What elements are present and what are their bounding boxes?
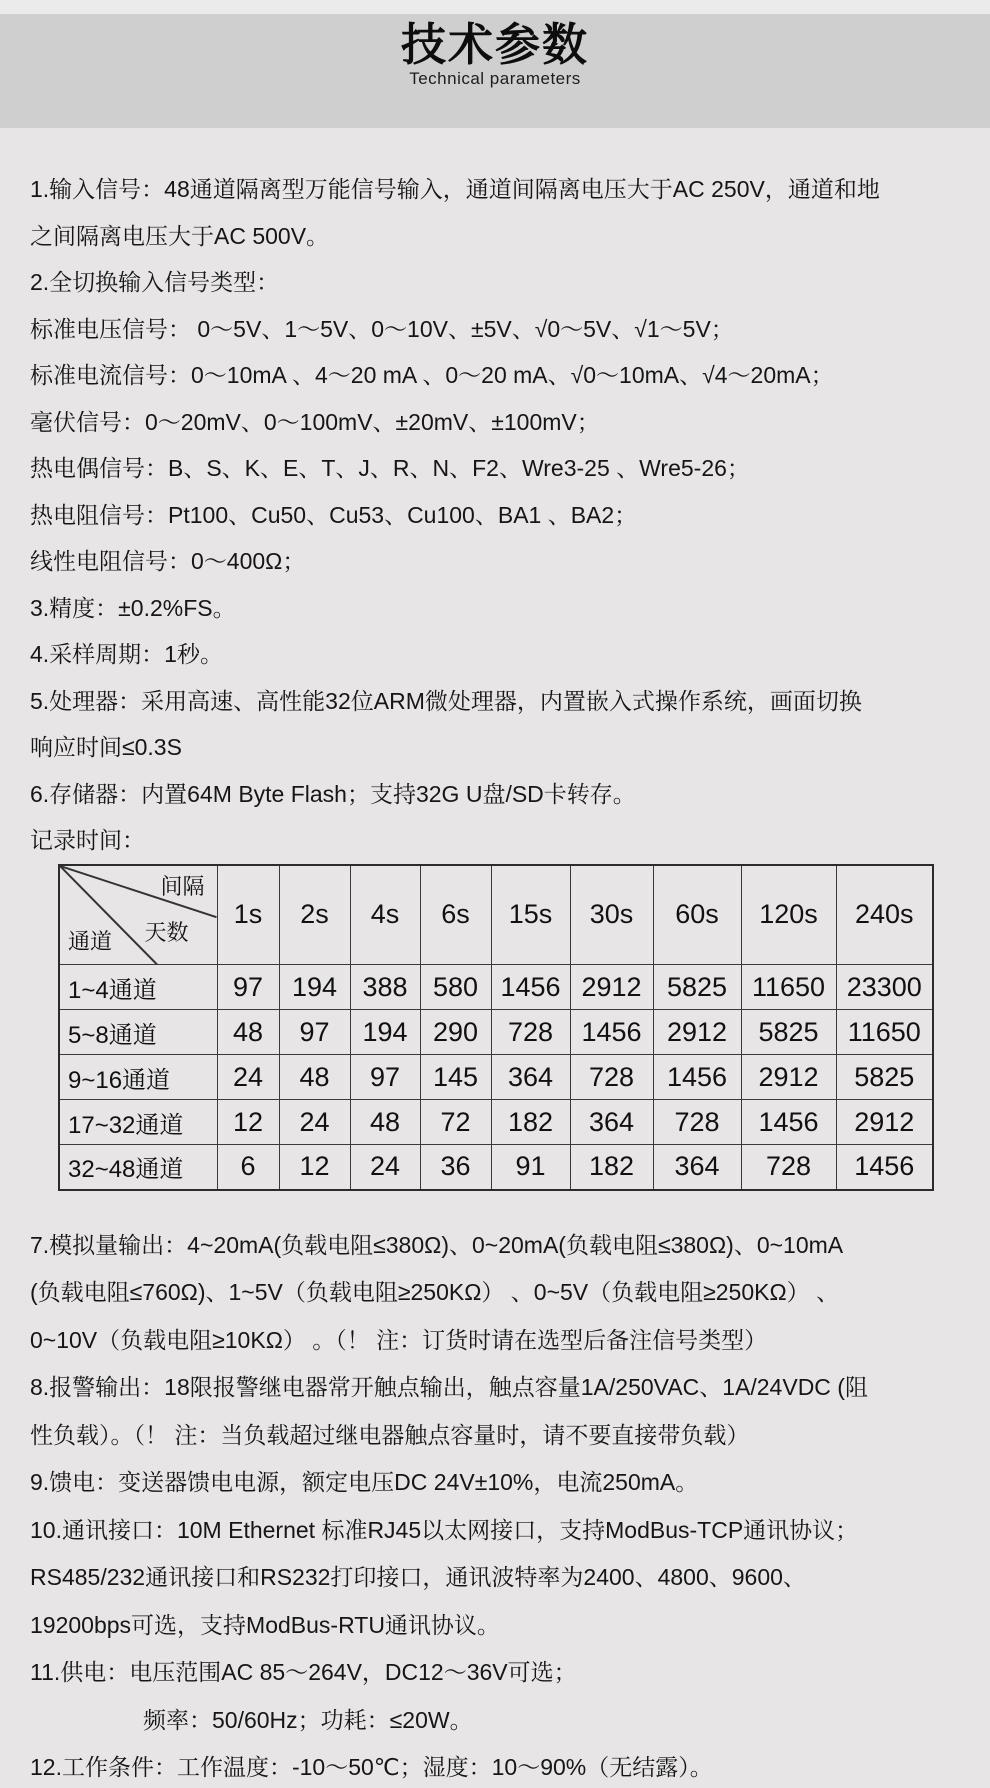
spec-line: 性负载）。（！ 注：当负载超过继电器触点容量时，请不要直接带负载） [30,1421,750,1448]
days-value-cell: 48 [217,1010,279,1055]
spec-content-after-table [30,1222,960,1788]
days-value-cell: 2912 [836,1100,933,1145]
channel-row-label: 5~8通道 [59,1010,217,1055]
table-row [59,965,933,1010]
channel-axis-label: 通道 [68,929,113,954]
days-value-cell: 194 [350,1010,420,1055]
spec-line: 记录时间： [30,827,145,853]
spec-line: 2.全切换输入信号类型： [30,269,280,295]
spec-line: 热电阻信号：Pt100、Cu50、Cu53、Cu100、BA1 、BA2； [30,501,638,528]
channel-row-label: 1~4通道 [59,965,217,1010]
spec-line: 热电偶信号：B、S、K、E、T、J、R、N、F2、Wre3-25 、Wre5-26； [30,455,750,481]
days-value-cell: 11650 [836,1010,933,1055]
interval-column-header: 6s [420,865,491,965]
spec-line: 毫伏信号：0～20mV、0～100mV、±20mV、±100mV； [30,408,600,435]
top-strip [0,0,990,14]
days-value-cell: 1456 [491,965,570,1010]
days-value-cell: 1456 [653,1055,741,1100]
days-value-cell: 2912 [741,1055,836,1100]
table-row [59,1100,933,1145]
interval-column-header: 60s [653,865,741,965]
days-value-cell: 364 [491,1055,570,1100]
spec-line: 0~10V（负载电阻≥10KΩ） 。（！ 注：订货时请在选型后备注信号类型） [30,1326,768,1353]
days-value-cell: 5825 [653,965,741,1010]
spec-line: 6.存储器：内置64M Byte Flash；支持32G U盘/SD卡转存。 [30,780,636,807]
days-value-cell: 194 [279,965,350,1010]
days-value-cell: 364 [653,1145,741,1190]
days-value-cell: 1456 [836,1145,933,1190]
days-value-cell: 11650 [741,965,836,1010]
days-value-cell: 580 [420,965,491,1010]
spec-line: 频率：50/60Hz；功耗：≤20W。 [143,1706,473,1733]
days-value-cell: 12 [217,1100,279,1145]
days-value-cell: 1456 [741,1100,836,1145]
days-value-cell: 290 [420,1010,491,1055]
days-value-cell: 182 [491,1100,570,1145]
days-value-cell: 5825 [741,1010,836,1055]
spec-line: RS485/232通讯接口和RS232打印接口，通讯波特率为2400、4800、9600、 [30,1564,806,1590]
days-value-cell: 24 [350,1145,420,1190]
days-value-cell: 728 [491,1010,570,1055]
days-value-cell: 36 [420,1145,491,1190]
interval-column-header: 30s [570,865,653,965]
page-subtitle: Technical parameters [409,68,581,88]
interval-axis-label: 间隔 [160,873,205,899]
spec-content [0,128,990,1788]
table-row [59,1145,933,1190]
days-value-cell: 1456 [570,1010,653,1055]
interval-column-header: 2s [279,865,350,965]
interval-column-header: 4s [350,865,420,965]
spec-line: 8.报警输出：18限报警继电器常开触点输出，触点容量1A/250VAC、1A/24VDC (阻 [30,1374,868,1400]
table-row [59,1010,933,1055]
spec-line: 12.工作条件：工作温度：-10～50℃；湿度：10～90%（无结露）。 [30,1754,713,1780]
days-value-cell: 24 [217,1055,279,1100]
spec-line: 5.处理器：采用高速、高性能32位ARM微处理器，内置嵌入式操作系统，画面切换 [30,687,862,714]
spec-line: 19200bps可选，支持ModBus-RTU通讯协议。 [30,1611,500,1638]
spec-line: 之间隔离电压大于AC 500V。 [30,222,330,249]
channel-row-label: 9~16通道 [59,1055,217,1100]
days-value-cell: 97 [279,1010,350,1055]
days-value-cell: 388 [350,965,420,1010]
days-value-cell: 24 [279,1100,350,1145]
days-value-cell: 97 [350,1055,420,1100]
spec-line: 1.输入信号：48通道隔离型万能信号输入，通道间隔离电压大于AC 250V，通道和地 [30,176,880,202]
days-value-cell: 12 [279,1145,350,1190]
table-row [59,1055,933,1100]
interval-column-header: 120s [741,865,836,965]
interval-column-header: 240s [836,865,933,965]
days-value-cell: 728 [653,1100,741,1145]
days-value-cell: 728 [570,1055,653,1100]
spec-line: (负载电阻≤760Ω)、1~5V（负载电阻≥250KΩ） 、0~5V（负载电阻≥250KΩ） 、 [30,1279,840,1305]
days-value-cell: 2912 [653,1010,741,1055]
spec-line: 线性电阻信号：0～400Ω； [30,548,306,574]
spec-line: 3.精度：±0.2%FS。 [30,594,236,621]
interval-column-header: 1s [217,865,279,965]
days-axis-label: 天数 [144,919,189,945]
spec-line: 10.通讯接口：10M Ethernet 标准RJ45以太网接口，支持ModBus-TCP通讯协议； [30,1516,859,1543]
channel-row-label: 32~48通道 [59,1145,217,1190]
spec-line: 标准电流信号：0～10mA 、4～20 mA 、0～20 mA、√0～10mA、√4～20mA； [30,362,834,388]
days-value-cell: 145 [420,1055,491,1100]
record-time-table [58,864,934,1191]
spec-line: 标准电压信号： 0～5V、1～5V、0～10V、±5V、√0～5V、√1～5V； [30,315,734,342]
interval-column-header: 15s [491,865,570,965]
spec-line: 4.采样周期：1秒。 [30,641,223,667]
corner-cell [59,865,217,965]
page-title: 技术参数 [400,19,589,70]
channel-row-label: 17~32通道 [59,1100,217,1145]
spec-line: 响应时间≤0.3S [30,734,182,760]
days-value-cell: 48 [279,1055,350,1100]
header-band [0,14,990,128]
days-value-cell: 5825 [836,1055,933,1100]
spec-line: 9.馈电：变送器馈电电源，额定电压DC 24V±10%，电流250mA。 [30,1469,699,1495]
spec-line: 7.模拟量输出：4~20mA(负载电阻≤380Ω)、0~20mA(负载电阻≤380Ω)、0~10mA [30,1231,844,1258]
days-value-cell: 91 [491,1145,570,1190]
spec-line: 11.供电：电压范围AC 85～264V，DC12～36V可选； [30,1659,577,1685]
table-header-row [59,865,933,965]
days-value-cell: 48 [350,1100,420,1145]
days-value-cell: 97 [217,965,279,1010]
days-value-cell: 728 [741,1145,836,1190]
days-value-cell: 23300 [836,965,933,1010]
days-value-cell: 6 [217,1145,279,1190]
days-value-cell: 364 [570,1100,653,1145]
days-value-cell: 2912 [570,965,653,1010]
days-value-cell: 182 [570,1145,653,1190]
days-value-cell: 72 [420,1100,491,1145]
